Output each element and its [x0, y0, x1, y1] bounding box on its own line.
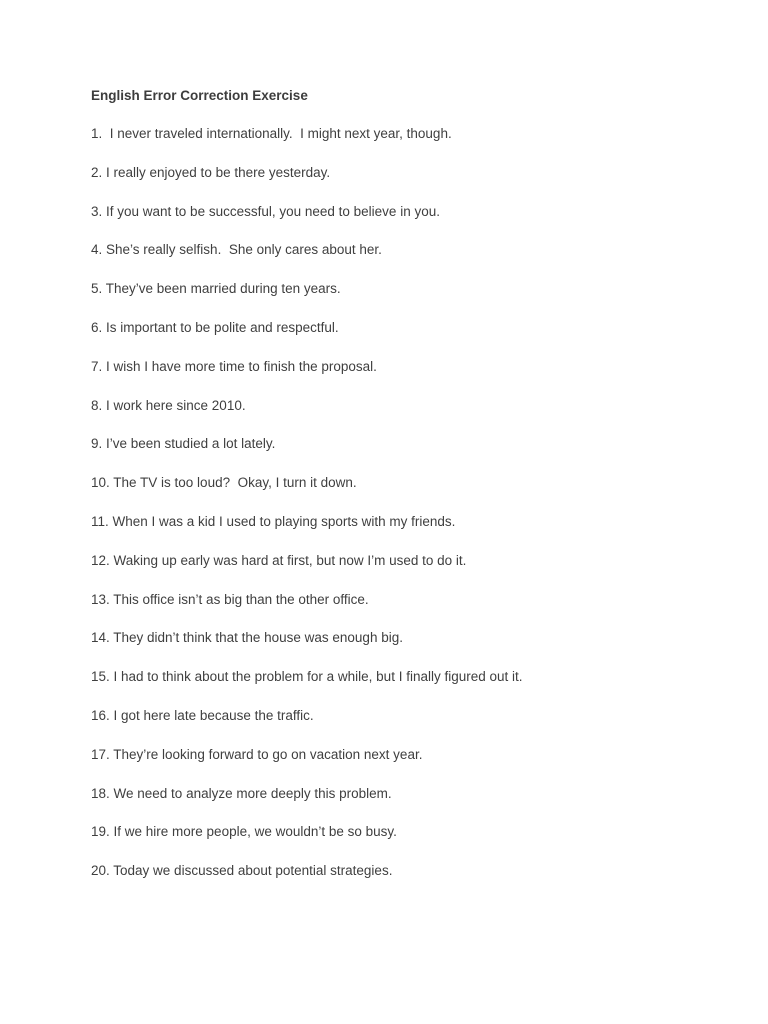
exercise-item: 6. Is important to be polite and respectful. — [91, 319, 339, 335]
exercise-item: 18. We need to analyze more deeply this problem. — [91, 785, 392, 801]
exercise-item: 10. The TV is too loud? Okay, I turn it down. — [91, 475, 357, 491]
exercise-item: 1. I never traveled internationally. I might next year, though. — [91, 126, 452, 141]
exercise-item: 9. I’ve been studied a lot lately. — [91, 436, 276, 452]
exercise-item: 2. I really enjoyed to be there yesterday. — [91, 164, 331, 180]
exercise-item: 11. When I was a kid I used to playing sports with my friends. — [91, 513, 456, 529]
exercise-item: 4. She’s really selfish. She only cares about her. — [91, 242, 382, 258]
exercise-item: 20. Today we discussed about potential strategies. — [91, 863, 393, 879]
exercise-item: 5. They’ve been married during ten years. — [91, 281, 341, 297]
exercise-item: 3. If you want to be successful, you need to believe in you. — [91, 203, 440, 219]
exercise-item: 17. They’re looking forward to go on vacation next year. — [91, 746, 423, 762]
exercise-item: 13. This office isn’t as big than the other office. — [91, 591, 369, 607]
exercise-item: 15. I had to think about the problem for a while, but I finally figured out it. — [91, 669, 523, 685]
exercise-item: 8. I work here since 2010. — [91, 397, 246, 413]
exercise-list — [91, 125, 523, 901]
document-title: English Error Correction Exercise — [91, 88, 308, 103]
exercise-item: 14. They didn’t think that the house was enough big. — [91, 630, 403, 646]
exercise-item: 16. I got here late because the traffic. — [91, 707, 314, 723]
exercise-item: 12. Waking up early was hard at first, but now I’m used to do it. — [91, 552, 467, 568]
exercise-item: 7. I wish I have more time to finish the proposal. — [91, 358, 377, 374]
exercise-item: 19. If we hire more people, we wouldn’t be so busy. — [91, 824, 397, 840]
